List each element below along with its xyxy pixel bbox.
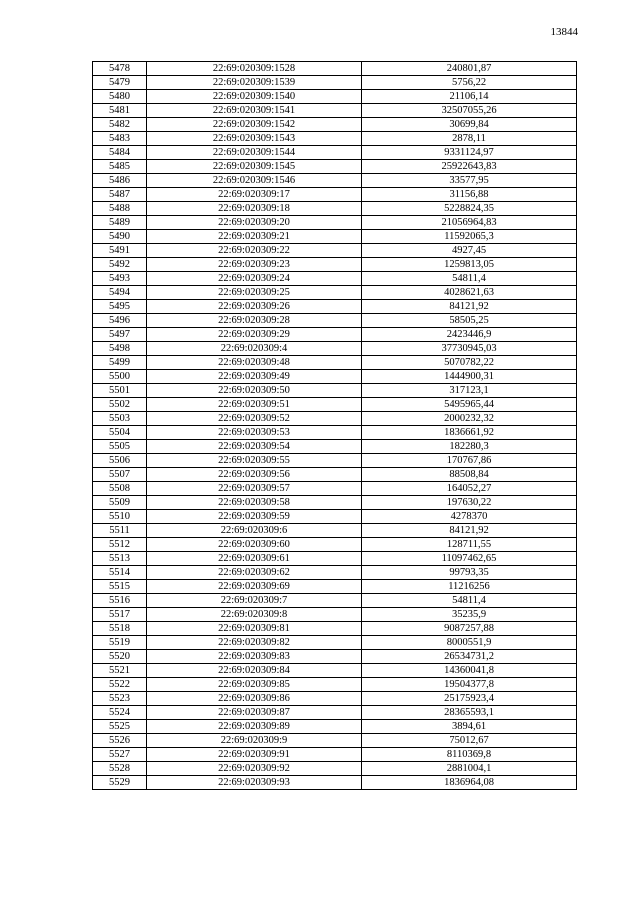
table-row (93, 370, 577, 384)
table-row (93, 650, 577, 664)
row-number-cell: 5502 (93, 398, 147, 412)
table-row (93, 720, 577, 734)
table-row (93, 118, 577, 132)
table-row (93, 692, 577, 706)
row-number-cell: 5527 (93, 748, 147, 762)
cadastral-number-cell: 22:69:020309:58 (147, 496, 362, 510)
value-cell: 84121,92 (362, 524, 577, 538)
table-row (93, 664, 577, 678)
cadastral-number-cell: 22:69:020309:84 (147, 664, 362, 678)
row-number-cell: 5478 (93, 62, 147, 76)
cadastral-number-cell: 22:69:020309:25 (147, 286, 362, 300)
table-row (93, 62, 577, 76)
cadastral-number-cell: 22:69:020309:1544 (147, 146, 362, 160)
value-cell: 197630,22 (362, 496, 577, 510)
row-number-cell: 5515 (93, 580, 147, 594)
value-cell: 14360041,8 (362, 664, 577, 678)
value-cell: 58505,25 (362, 314, 577, 328)
value-cell: 5070782,22 (362, 356, 577, 370)
value-cell: 164052,27 (362, 482, 577, 496)
cadastral-number-cell: 22:69:020309:93 (147, 776, 362, 790)
value-cell: 31156,88 (362, 188, 577, 202)
table-row (93, 622, 577, 636)
cadastral-number-cell: 22:69:020309:86 (147, 692, 362, 706)
table-row (93, 384, 577, 398)
table-row (93, 734, 577, 748)
row-number-cell: 5491 (93, 244, 147, 258)
table-row (93, 636, 577, 650)
table-row (93, 524, 577, 538)
value-cell: 4028621,63 (362, 286, 577, 300)
value-cell: 2878,11 (362, 132, 577, 146)
value-cell: 170767,86 (362, 454, 577, 468)
table-row (93, 132, 577, 146)
value-cell: 5495965,44 (362, 398, 577, 412)
cadastral-number-cell: 22:69:020309:23 (147, 258, 362, 272)
table-row (93, 328, 577, 342)
row-number-cell: 5484 (93, 146, 147, 160)
value-cell: 4278370 (362, 510, 577, 524)
row-number-cell: 5501 (93, 384, 147, 398)
table-row (93, 776, 577, 790)
row-number-cell: 5526 (93, 734, 147, 748)
row-number-cell: 5521 (93, 664, 147, 678)
cadastral-number-cell: 22:69:020309:1546 (147, 174, 362, 188)
cadastral-number-cell: 22:69:020309:8 (147, 608, 362, 622)
cadastral-number-cell: 22:69:020309:21 (147, 230, 362, 244)
cadastral-number-cell: 22:69:020309:26 (147, 300, 362, 314)
row-number-cell: 5497 (93, 328, 147, 342)
table-row (93, 104, 577, 118)
value-cell: 25175923,4 (362, 692, 577, 706)
page-number: 13844 (550, 26, 578, 38)
cadastral-number-cell: 22:69:020309:1545 (147, 160, 362, 174)
value-cell: 1836964,08 (362, 776, 577, 790)
value-cell: 8000551,9 (362, 636, 577, 650)
table-row (93, 188, 577, 202)
row-number-cell: 5493 (93, 272, 147, 286)
cadastral-number-cell: 22:69:020309:85 (147, 678, 362, 692)
row-number-cell: 5516 (93, 594, 147, 608)
table-row (93, 468, 577, 482)
row-number-cell: 5509 (93, 496, 147, 510)
cadastral-number-cell: 22:69:020309:52 (147, 412, 362, 426)
row-number-cell: 5511 (93, 524, 147, 538)
table-row (93, 90, 577, 104)
table-row (93, 76, 577, 90)
cadastral-number-cell: 22:69:020309:50 (147, 384, 362, 398)
value-cell: 5228824,35 (362, 202, 577, 216)
table-row (93, 230, 577, 244)
value-cell: 1259813,05 (362, 258, 577, 272)
table-row (93, 426, 577, 440)
cadastral-number-cell: 22:69:020309:61 (147, 552, 362, 566)
cadastral-number-cell: 22:69:020309:1542 (147, 118, 362, 132)
row-number-cell: 5514 (93, 566, 147, 580)
value-cell: 32507055,26 (362, 104, 577, 118)
row-number-cell: 5496 (93, 314, 147, 328)
cadastral-number-cell: 22:69:020309:56 (147, 468, 362, 482)
row-number-cell: 5494 (93, 286, 147, 300)
table-body (93, 62, 577, 790)
cadastral-number-cell: 22:69:020309:9 (147, 734, 362, 748)
table-row (93, 258, 577, 272)
row-number-cell: 5485 (93, 160, 147, 174)
table-row (93, 594, 577, 608)
row-number-cell: 5483 (93, 132, 147, 146)
cadastral-number-cell: 22:69:020309:49 (147, 370, 362, 384)
table-row (93, 146, 577, 160)
cadastral-number-cell: 22:69:020309:54 (147, 440, 362, 454)
table-row (93, 454, 577, 468)
value-cell: 11216256 (362, 580, 577, 594)
cadastral-number-cell: 22:69:020309:92 (147, 762, 362, 776)
table-row (93, 314, 577, 328)
table-row (93, 300, 577, 314)
cadastral-number-cell: 22:69:020309:91 (147, 748, 362, 762)
value-cell: 128711,55 (362, 538, 577, 552)
table-row (93, 342, 577, 356)
value-cell: 317123,1 (362, 384, 577, 398)
table-row (93, 440, 577, 454)
cadastral-number-cell: 22:69:020309:4 (147, 342, 362, 356)
value-cell: 75012,67 (362, 734, 577, 748)
table-row (93, 286, 577, 300)
row-number-cell: 5495 (93, 300, 147, 314)
cadastral-number-cell: 22:69:020309:57 (147, 482, 362, 496)
row-number-cell: 5513 (93, 552, 147, 566)
value-cell: 2881004,1 (362, 762, 577, 776)
row-number-cell: 5480 (93, 90, 147, 104)
value-cell: 84121,92 (362, 300, 577, 314)
row-number-cell: 5528 (93, 762, 147, 776)
value-cell: 35235,9 (362, 608, 577, 622)
cadastral-number-cell: 22:69:020309:62 (147, 566, 362, 580)
value-cell: 88508,84 (362, 468, 577, 482)
cadastral-number-cell: 22:69:020309:51 (147, 398, 362, 412)
cadastral-number-cell: 22:69:020309:29 (147, 328, 362, 342)
row-number-cell: 5520 (93, 650, 147, 664)
value-cell: 19504377,8 (362, 678, 577, 692)
value-cell: 37730945,03 (362, 342, 577, 356)
value-cell: 21106,14 (362, 90, 577, 104)
value-cell: 54811,4 (362, 594, 577, 608)
table-row (93, 202, 577, 216)
cadastral-number-cell: 22:69:020309:6 (147, 524, 362, 538)
row-number-cell: 5487 (93, 188, 147, 202)
value-cell: 4927,45 (362, 244, 577, 258)
row-number-cell: 5524 (93, 706, 147, 720)
table-row (93, 538, 577, 552)
cadastral-number-cell: 22:69:020309:48 (147, 356, 362, 370)
value-cell: 28365593,1 (362, 706, 577, 720)
cadastral-number-cell: 22:69:020309:81 (147, 622, 362, 636)
cadastral-number-cell: 22:69:020309:17 (147, 188, 362, 202)
value-cell: 1444900,31 (362, 370, 577, 384)
cadastral-number-cell: 22:69:020309:1541 (147, 104, 362, 118)
cadastral-number-cell: 22:69:020309:1540 (147, 90, 362, 104)
value-cell: 3894,61 (362, 720, 577, 734)
row-number-cell: 5481 (93, 104, 147, 118)
table-row (93, 748, 577, 762)
value-cell: 2423446,9 (362, 328, 577, 342)
table-row (93, 552, 577, 566)
row-number-cell: 5522 (93, 678, 147, 692)
cadastral-number-cell: 22:69:020309:18 (147, 202, 362, 216)
row-number-cell: 5519 (93, 636, 147, 650)
table-row (93, 608, 577, 622)
row-number-cell: 5503 (93, 412, 147, 426)
cadastral-number-cell: 22:69:020309:53 (147, 426, 362, 440)
cadastral-number-cell: 22:69:020309:60 (147, 538, 362, 552)
table-row (93, 244, 577, 258)
table-row (93, 160, 577, 174)
row-number-cell: 5499 (93, 356, 147, 370)
cadastral-number-cell: 22:69:020309:69 (147, 580, 362, 594)
row-number-cell: 5510 (93, 510, 147, 524)
value-cell: 25922643,83 (362, 160, 577, 174)
value-cell: 54811,4 (362, 272, 577, 286)
cadastral-number-cell: 22:69:020309:7 (147, 594, 362, 608)
value-cell: 11097462,65 (362, 552, 577, 566)
table-row (93, 216, 577, 230)
value-cell: 26534731,2 (362, 650, 577, 664)
value-cell: 1836661,92 (362, 426, 577, 440)
cadastral-number-cell: 22:69:020309:1543 (147, 132, 362, 146)
table-row (93, 174, 577, 188)
value-cell: 2000232,32 (362, 412, 577, 426)
value-cell: 5756,22 (362, 76, 577, 90)
row-number-cell: 5489 (93, 216, 147, 230)
table-row (93, 272, 577, 286)
row-number-cell: 5525 (93, 720, 147, 734)
cadastral-number-cell: 22:69:020309:59 (147, 510, 362, 524)
cadastral-number-cell: 22:69:020309:87 (147, 706, 362, 720)
row-number-cell: 5529 (93, 776, 147, 790)
cadastral-number-cell: 22:69:020309:1539 (147, 76, 362, 90)
cadastral-number-cell: 22:69:020309:83 (147, 650, 362, 664)
cadastral-number-cell: 22:69:020309:82 (147, 636, 362, 650)
cadastral-number-cell: 22:69:020309:28 (147, 314, 362, 328)
table-row (93, 398, 577, 412)
row-number-cell: 5512 (93, 538, 147, 552)
cadastral-number-cell: 22:69:020309:20 (147, 216, 362, 230)
cadastral-number-cell: 22:69:020309:1528 (147, 62, 362, 76)
cadastral-number-cell: 22:69:020309:24 (147, 272, 362, 286)
row-number-cell: 5490 (93, 230, 147, 244)
value-cell: 33577,95 (362, 174, 577, 188)
table-row (93, 566, 577, 580)
table-row (93, 762, 577, 776)
row-number-cell: 5482 (93, 118, 147, 132)
value-cell: 8110369,8 (362, 748, 577, 762)
row-number-cell: 5498 (93, 342, 147, 356)
table-row (93, 678, 577, 692)
table-row (93, 412, 577, 426)
value-cell: 240801,87 (362, 62, 577, 76)
value-cell: 9087257,88 (362, 622, 577, 636)
row-number-cell: 5486 (93, 174, 147, 188)
value-cell: 182280,3 (362, 440, 577, 454)
cadastral-value-table (92, 61, 577, 790)
table-row (93, 510, 577, 524)
table-row (93, 482, 577, 496)
row-number-cell: 5504 (93, 426, 147, 440)
row-number-cell: 5508 (93, 482, 147, 496)
row-number-cell: 5523 (93, 692, 147, 706)
value-cell: 9331124,97 (362, 146, 577, 160)
table-row (93, 706, 577, 720)
row-number-cell: 5506 (93, 454, 147, 468)
table-row (93, 580, 577, 594)
row-number-cell: 5479 (93, 76, 147, 90)
value-cell: 11592065,3 (362, 230, 577, 244)
row-number-cell: 5518 (93, 622, 147, 636)
table-row (93, 496, 577, 510)
cadastral-number-cell: 22:69:020309:89 (147, 720, 362, 734)
row-number-cell: 5492 (93, 258, 147, 272)
value-cell: 21056964,83 (362, 216, 577, 230)
cadastral-number-cell: 22:69:020309:55 (147, 454, 362, 468)
value-cell: 99793,35 (362, 566, 577, 580)
row-number-cell: 5505 (93, 440, 147, 454)
row-number-cell: 5507 (93, 468, 147, 482)
row-number-cell: 5500 (93, 370, 147, 384)
cadastral-number-cell: 22:69:020309:22 (147, 244, 362, 258)
value-cell: 30699,84 (362, 118, 577, 132)
row-number-cell: 5488 (93, 202, 147, 216)
table-row (93, 356, 577, 370)
row-number-cell: 5517 (93, 608, 147, 622)
